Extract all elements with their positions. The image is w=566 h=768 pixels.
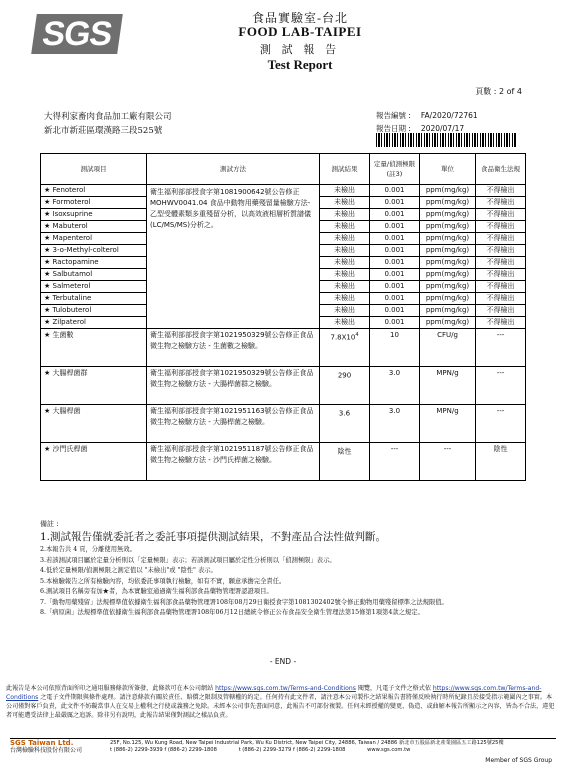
cell-limit: 3.0 — [370, 367, 420, 405]
cell-regulation: 不得檢出 — [476, 293, 526, 305]
cell-unit: ppm(mg/kg) — [420, 233, 476, 245]
cell-result: 未檢出 — [320, 257, 370, 269]
report-number-value: FA/2020/72761 — [420, 111, 478, 120]
result-value: 290 — [337, 371, 352, 380]
table-row — [41, 443, 526, 481]
report-title-en: Test Report — [267, 57, 333, 72]
cell-result: 未檢出 — [320, 197, 370, 209]
cell-item: ★ Salbutamol — [41, 269, 147, 281]
disclaimer-rest: 之電子文件期限與條件處理。請注意條款有關於責任、賠償之限制及管轄權的約定。任何持有此文件者，請注意本公司製作之結果報告書將僅反映執行時所紀錄且於接受指示範圍內之事實。本公司僅對客戶負責，此文件不妨礙當事人在交易上權利之行使或義務之免除。未經本公司事先書面同意，此報告不可部份複製。任何未經授權的變更、偽造、或曲解本報告所顯示之內容，皆為不合法，違犯者可能遭受法律上最嚴厲之追訴。除非另有說明，此報告結果僅對測試之樣品負責。 — [6, 694, 555, 719]
header-unit: 單位 — [420, 154, 476, 185]
footer-tel-en: t (886-2) 2299-3939 f (886-2) 2299-1808 — [110, 747, 217, 753]
disclaimer-prefix: 此報告是本公司依照背面所印之通用服務條款所簽發，此條款可在本公司網站 — [6, 685, 214, 692]
cell-method: 衛生福利部部授食字第1021951163號公告修正食品微生物之檢驗方法 - 大腸桿菌之檢驗。 — [147, 405, 320, 443]
cell-regulation: 不得檢出 — [476, 185, 526, 197]
cell-item: ★ Zilpaterol — [41, 317, 147, 329]
cell-item: ★ 大腸桿菌群 — [41, 367, 147, 405]
cell-unit: MPN/g — [420, 405, 476, 443]
cell-method: 衛生福利部部授食字第1021950329號公告修正食品微生物之檢驗方法 - 生菌數之檢驗。 — [147, 329, 320, 367]
note-item: 7.「動物用藥殘留」法規標準值依據衛生福利部食品藥物管理署108年08月29日衛授食字第1081302402號令修正動物用藥殘留標準之法規限值。 — [40, 598, 448, 606]
cell-unit: CFU/g — [420, 329, 476, 367]
terms-link[interactable]: https://www.sgs.com.tw/Terms-and-Conditions — [215, 685, 356, 692]
cell-method: 衛生福利部部授食字第1081900642號公告修正MOHWV0041.04 食品中動物用藥殘留量檢驗方法-乙型受體素類多重殘留分析，以高效液相層析質譜儀(LC/MS/MS)分析之。 — [147, 185, 320, 329]
result-value: 7.8X10 — [330, 333, 356, 342]
report-number — [376, 110, 478, 121]
cell-regulation: 不得檢出 — [476, 317, 526, 329]
cell-unit: ppm(mg/kg) — [420, 209, 476, 221]
cell-limit: 10 — [370, 329, 420, 367]
cell-unit: ppm(mg/kg) — [420, 281, 476, 293]
report-date-value: 2020/07/17 — [420, 124, 465, 133]
footer-divider — [10, 738, 556, 739]
note-item: 2.本報告共 4 頁，分離使用無效。 — [40, 546, 136, 553]
cell-result: 未檢出 — [320, 233, 370, 245]
results-table — [40, 153, 526, 481]
disclaimer — [6, 684, 558, 720]
cell-result — [320, 367, 370, 405]
cell-limit: 0.001 — [370, 245, 420, 257]
report-title-zh: 測 試 報 告 — [259, 44, 341, 56]
table-header-row — [41, 154, 526, 185]
cell-item: ★ Mapenterol — [41, 233, 147, 245]
cell-regulation: 不得檢出 — [476, 257, 526, 269]
end-mark: - END - — [269, 657, 297, 666]
client-address: 新北市新莊區環漢路三段525號 — [44, 126, 163, 136]
table-row — [41, 329, 526, 367]
lab-name-zh: 食品實驗室-台北 — [252, 11, 348, 25]
sgs-logo: SGS — [31, 14, 123, 54]
cell-unit: ppm(mg/kg) — [420, 317, 476, 329]
cell-limit: 0.001 — [370, 221, 420, 233]
cell-limit: 0.001 — [370, 293, 420, 305]
page-number: 頁數 : 2 of 4 — [475, 87, 522, 96]
report-number-label: 報告編號 : — [376, 111, 411, 120]
cell-regulation: 不得檢出 — [476, 269, 526, 281]
footer-address-zh: 24886 新北市五股區新北產業園區五工路125號25樓 — [380, 740, 504, 746]
result-exponent: 4 — [355, 332, 359, 338]
cell-limit: --- — [370, 443, 420, 481]
cell-result: 未檢出 — [320, 293, 370, 305]
header-item: 測試項目 — [41, 154, 147, 185]
cell-method: 衛生福利部部授食字第1021950329號公告修正食品微生物之檢驗方法 - 大腸桿菌群之檢驗。 — [147, 367, 320, 405]
cell-unit: MPN/g — [420, 367, 476, 405]
cell-regulation: 不得檢出 — [476, 305, 526, 317]
cell-item: ★ Terbutaline — [41, 293, 147, 305]
client-name: 大得利家畜肉食品加工廠有限公司 — [44, 112, 172, 122]
result-value: 陰性 — [337, 447, 352, 456]
cell-item: ★ Mabuterol — [41, 221, 147, 233]
cell-result: 未檢出 — [320, 305, 370, 317]
note-item: 6.測試項目名稱旁有加★者，為本實驗室通過衛生福利部食品藥物管理署認證項目。 — [40, 588, 273, 595]
footer-address-en: 25F, No.125, Wu Kung Road, New Taipei Industrial Park, Wu Ku District, New Taipei City, 24886, Taiwan / — [110, 740, 380, 746]
cell-unit: ppm(mg/kg) — [420, 293, 476, 305]
cell-result: 未檢出 — [320, 317, 370, 329]
cell-method: 衛生福利部部授食字第1021951187號公告修正食品微生物之檢驗方法 - 沙門氏桿菌之檢驗。 — [147, 443, 320, 481]
cell-result: 未檢出 — [320, 185, 370, 197]
cell-item: ★ Tulobuterol — [41, 305, 147, 317]
cell-item: ★ 大腸桿菌 — [41, 405, 147, 443]
cell-unit: ppm(mg/kg) — [420, 197, 476, 209]
cell-limit: 0.001 — [370, 197, 420, 209]
report-date-label: 報告日期 : — [376, 124, 411, 133]
footer-website[interactable]: www.sgs.com.tw — [367, 747, 411, 753]
cell-item: ★ 3-o-Methyl-colterol — [41, 245, 147, 257]
cell-item: ★ Fenoterol — [41, 185, 147, 197]
cell-limit: 0.001 — [370, 185, 420, 197]
barcode — [376, 133, 516, 147]
cell-limit: 0.001 — [370, 209, 420, 221]
footer — [10, 740, 560, 754]
terms-link-2[interactable]: https://www.sgs.com.tw/Terms-and-Conditions — [6, 685, 542, 701]
note-item: 4.低於定量極限/偵測極限之測定值以 "未檢出"或 "陰性" 表示。 — [40, 567, 217, 574]
cell-regulation: 不得檢出 — [476, 209, 526, 221]
footer-brand-en: SGS Taiwan Ltd. — [10, 739, 74, 747]
header-limit: 定量/偵測極限(註3) — [370, 154, 420, 185]
cell-limit: 0.001 — [370, 305, 420, 317]
cell-regulation: 不得檢出 — [476, 245, 526, 257]
note-item: 5.本檢驗報告之所有檢驗內容，均依委託事項執行檢驗，如有不實，願意承擔完全責任。 — [40, 577, 286, 585]
cell-limit: 0.001 — [370, 269, 420, 281]
footer-tel-zh: t (886-2) 2299-3279 f (886-2) 2299-1808 — [238, 747, 346, 753]
cell-regulation: 不得檢出 — [476, 197, 526, 209]
cell-item: ★ 生菌數 — [41, 329, 147, 367]
table-row — [41, 405, 526, 443]
lab-name-en: FOOD LAB-TAIPEI — [238, 24, 362, 39]
cell-unit: ppm(mg/kg) — [420, 221, 476, 233]
cell-item: ★ Formoterol — [41, 197, 147, 209]
cell-unit: ppm(mg/kg) — [420, 269, 476, 281]
cell-unit: ppm(mg/kg) — [420, 245, 476, 257]
cell-unit: ppm(mg/kg) — [420, 305, 476, 317]
cell-result: 未檢出 — [320, 269, 370, 281]
cell-item: ★ Isoxsuprine — [41, 209, 147, 221]
cell-result: 未檢出 — [320, 281, 370, 293]
table-row — [41, 367, 526, 405]
cell-unit: ppm(mg/kg) — [420, 257, 476, 269]
notes-label: 備註 : — [40, 520, 59, 528]
footer-brand-zh: 台灣檢驗科技股份有限公司 — [10, 747, 83, 754]
note-item: 1.測試報告僅就委託者之委託事項提供測試結果，不對產品合法性做判斷。 — [40, 531, 387, 543]
cell-regulation: --- — [476, 405, 526, 443]
cell-regulation: --- — [476, 367, 526, 405]
cell-regulation: 不得檢出 — [476, 233, 526, 245]
table-row — [41, 185, 526, 197]
cell-regulation: 不得檢出 — [476, 281, 526, 293]
disclaimer-mid: 閱覽，凡電子文件之格式依 — [357, 685, 431, 692]
cell-result — [320, 329, 370, 367]
cell-limit: 0.001 — [370, 281, 420, 293]
cell-regulation: --- — [476, 329, 526, 367]
cell-unit: --- — [420, 443, 476, 481]
note-item: 8.「病原菌」法規標準值依據衛生福利部食品藥物管理署108年06月12日總統令修正公布食品安全衛生管理法第15條第1項第4款之規定。 — [40, 609, 424, 616]
cell-limit: 0.001 — [370, 233, 420, 245]
header-result: 測試結果 — [320, 154, 370, 185]
cell-item: ★ Salmeterol — [41, 281, 147, 293]
cell-item: ★ 沙門氏桿菌 — [41, 443, 147, 481]
cell-result: 未檢出 — [320, 221, 370, 233]
cell-result — [320, 405, 370, 443]
cell-limit: 0.001 — [370, 257, 420, 269]
header-regulation: 食品衛生法規 — [476, 154, 526, 185]
result-value: 3.6 — [338, 409, 351, 418]
cell-result — [320, 443, 370, 481]
cell-unit: ppm(mg/kg) — [420, 185, 476, 197]
notes — [40, 519, 525, 619]
cell-regulation: 陰性 — [476, 443, 526, 481]
cell-result: 未檢出 — [320, 245, 370, 257]
cell-limit: 0.001 — [370, 317, 420, 329]
header-method: 測試方法 — [147, 154, 320, 185]
cell-result: 未檢出 — [320, 209, 370, 221]
cell-regulation: 不得檢出 — [476, 221, 526, 233]
note-item: 3.若該測試項目屬於定量分析則以「定量極限」表示；若該測試項目屬於定性分析則以「偵測極限」表示。 — [40, 556, 336, 564]
cell-item: ★ Ractopamine — [41, 257, 147, 269]
member-of-sgs: Member of SGS Group — [485, 757, 552, 764]
cell-limit: 3.0 — [370, 405, 420, 443]
